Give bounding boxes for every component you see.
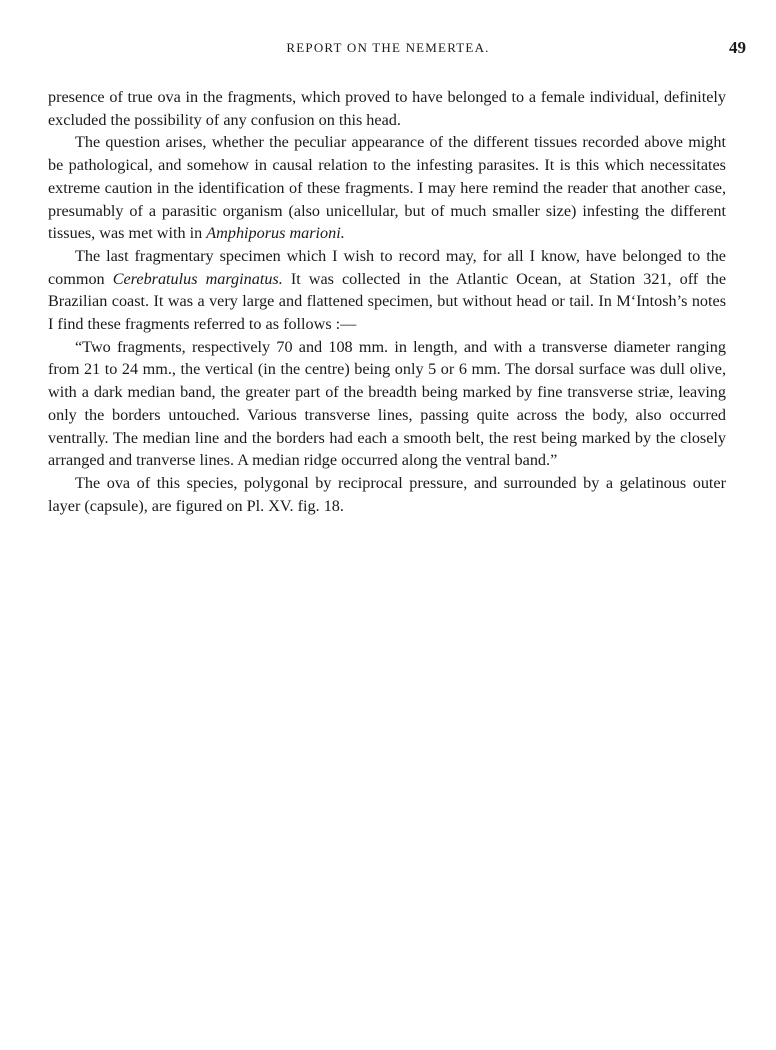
paragraph-last-specimen	[48, 245, 726, 336]
page-number: 49	[729, 38, 746, 57]
paragraph-ova: The ova of this species, polygonal by reciprocal pressure, and surrounded by a gelatinous outer layer (capsule), are figured on Pl. XV. fig. 18.	[48, 473, 726, 515]
species-name-amphiporus: Amphiporus marioni.	[206, 224, 345, 243]
running-head: REPORT ON THE NEMERTEA.	[286, 40, 490, 55]
paragraph-question-text: The question arises, whether the peculiar appearance of the different tissues recorded above might be pathological, and somehow in causal relation to the infesting parasites. It is this which necessitates extreme caution in the identification of these fragments. I may here remind the reader that another case, presumably of a parasitic organism (also unicellular, but of much smaller size) infesting the different tissues, was met with in	[48, 133, 726, 243]
quoted-notes: “Two fragments, respectively 70 and 108 mm. in length, and with a transverse diameter ranging from 21 to 24 mm., the vertical (in the centre) being only 5 or 6 mm. The dorsal surface was dull olive, with a dark median band, the greater part of the breadth being marked by fine transverse striæ, leaving only the borders untouched. Various transverse lines, passing quite across the body, also occurred ventrally. The median line and the borders had each a smooth belt, the rest being marked by the closely arranged and tranverse lines. A median ridge occurred along the ventral band.”	[48, 337, 726, 470]
paragraph-last-specimen-text-b: It was collected in the Atlantic Ocean, at Station 321, off the Brazilian coast. It was a very large and flattened specimen, but without head or tail. In M‘Intosh’s notes I find these fragments referred to as follows :—	[48, 269, 727, 334]
paragraph-continuation: presence of true ova in the fragments, which proved to have belonged to a female individual, definitely excluded the possibility of any confusion on this head.	[48, 88, 726, 129]
species-name-cerebratulus: Cerebratulus marginatus.	[112, 269, 283, 288]
paragraph-last-specimen-text-a: The last fragmentary specimen which I wish to record may, for all I know, have belonged to the common	[48, 246, 726, 288]
body-text	[48, 86, 726, 517]
paragraph-question	[48, 131, 726, 245]
